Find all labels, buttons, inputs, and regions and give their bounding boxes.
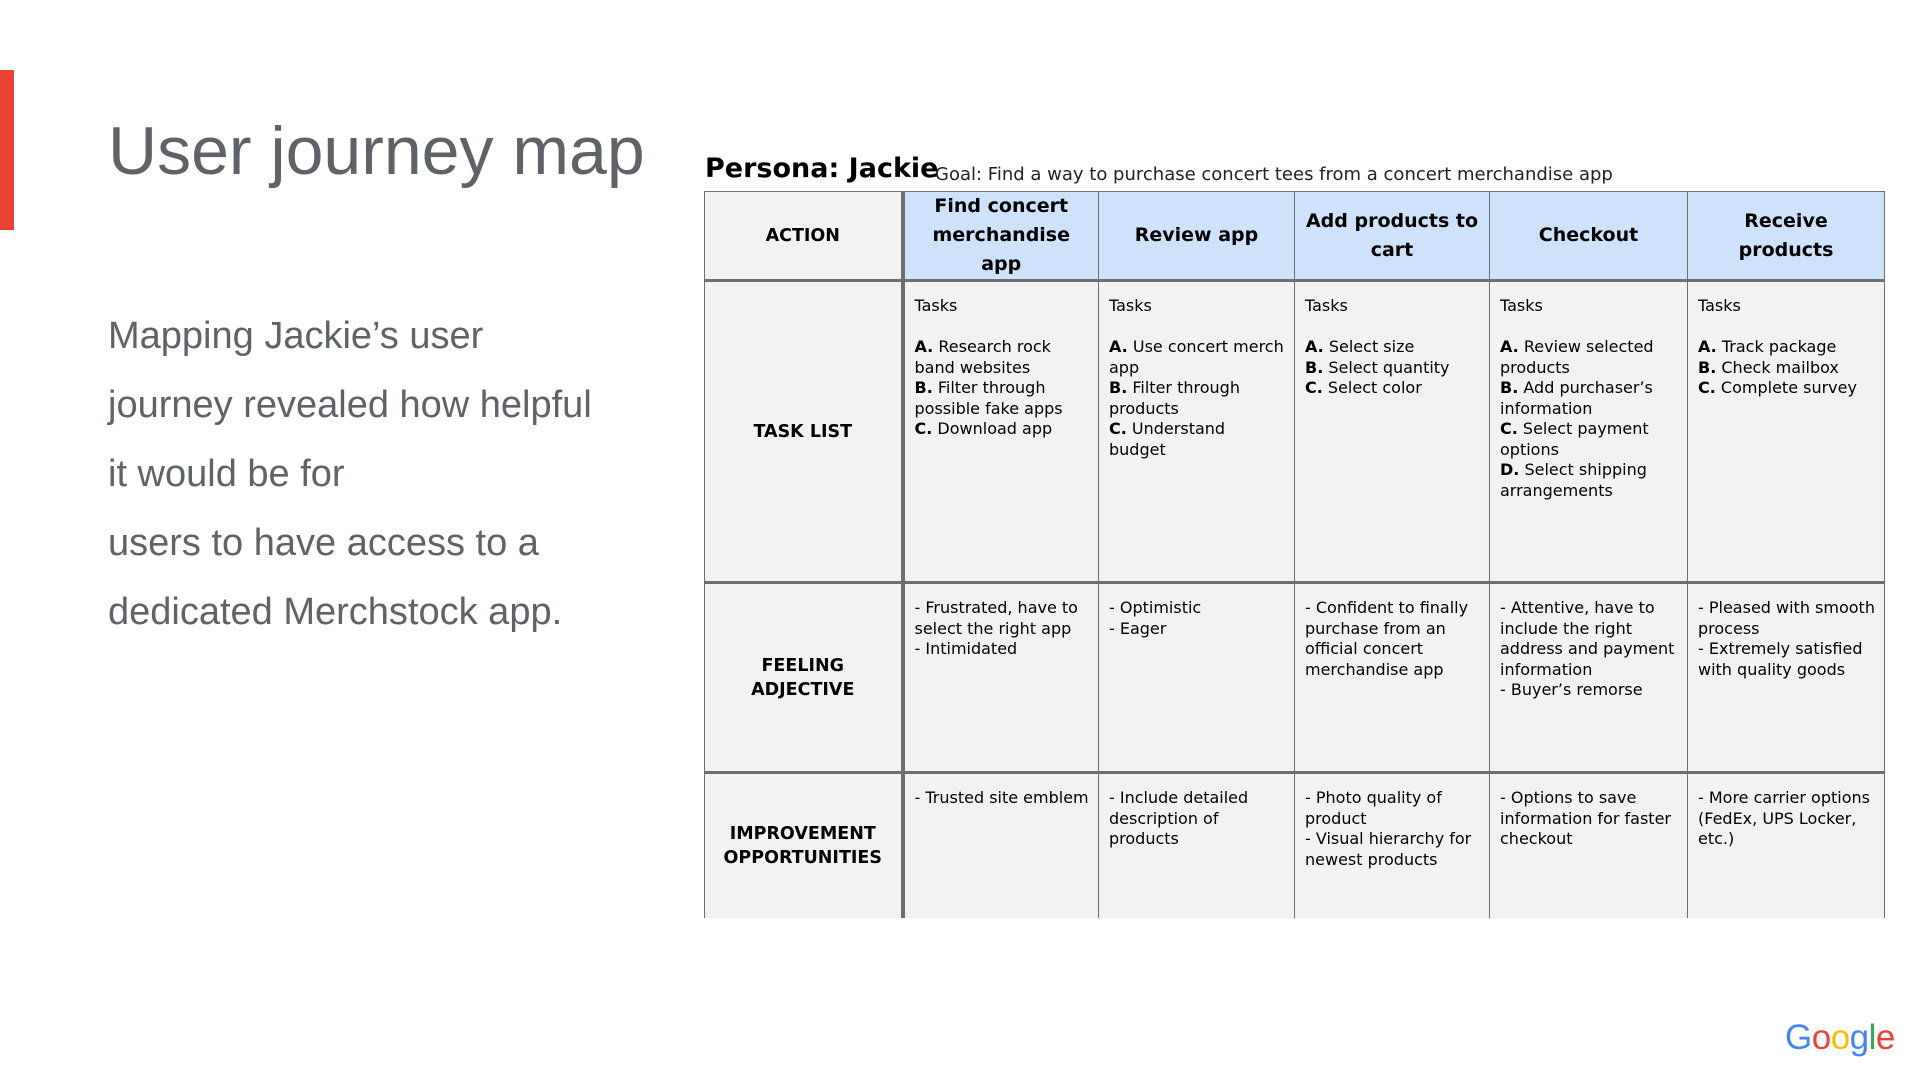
improvement-cell bbox=[1490, 773, 1688, 918]
task-letter: C. bbox=[1109, 419, 1127, 438]
journey-map-table bbox=[704, 191, 1885, 918]
improvement-item: - Include detailed description of products bbox=[1109, 788, 1249, 848]
task-item bbox=[1698, 337, 1876, 358]
accent-bar bbox=[0, 70, 14, 230]
task-text: Select quantity bbox=[1328, 357, 1450, 377]
stage-header: Checkout bbox=[1490, 192, 1688, 281]
task-text: Filter through products bbox=[1109, 378, 1240, 418]
improvement-item: - Options to save information for faster checkout bbox=[1500, 788, 1671, 848]
feeling-label bbox=[705, 583, 903, 773]
feeling-cell bbox=[903, 583, 1099, 773]
feeling-item: - Buyer’s remorse bbox=[1500, 680, 1643, 699]
task-item bbox=[1500, 460, 1679, 501]
task-item bbox=[1305, 358, 1481, 379]
persona-label: Persona: Jackie bbox=[705, 153, 939, 184]
task-item bbox=[1109, 337, 1286, 378]
feeling-cell bbox=[1099, 583, 1295, 773]
improvement-cell bbox=[1688, 773, 1885, 918]
tasks-label: Tasks bbox=[1109, 296, 1152, 315]
improvement-item: - Trusted site emblem bbox=[914, 788, 1089, 807]
task-text: Review selected products bbox=[1500, 337, 1654, 377]
improvement-item: - More carrier options (FedEx, UPS Locker, etc.) bbox=[1698, 788, 1870, 848]
task-text: Complete survey bbox=[1720, 378, 1857, 397]
task-text: Add purchaser’s information bbox=[1500, 378, 1653, 418]
logo-letter: o bbox=[1830, 1018, 1850, 1057]
task-list-label: TASK LIST bbox=[705, 281, 903, 583]
description-line: it would be for bbox=[108, 453, 345, 495]
task-letter: B. bbox=[1109, 378, 1128, 397]
task-letter: C. bbox=[1698, 378, 1716, 397]
stage-header: Find concert merchandise app bbox=[903, 192, 1099, 281]
task-item bbox=[1500, 337, 1679, 378]
description-line: journey revealed how helpful bbox=[108, 384, 592, 426]
action-header: ACTION bbox=[705, 192, 903, 281]
task-letter: B. bbox=[1305, 357, 1324, 377]
description-line: dedicated Merchstock app. bbox=[108, 591, 563, 633]
task-text: Research rock band websites bbox=[914, 337, 1051, 377]
tasks-label: Tasks bbox=[914, 296, 958, 315]
task-cell bbox=[1099, 281, 1295, 583]
improvement-item: - Visual hierarchy for newest products bbox=[1305, 829, 1472, 869]
task-letter: C. bbox=[1305, 378, 1323, 397]
feeling-cell bbox=[1688, 583, 1885, 773]
task-item bbox=[915, 378, 1091, 419]
task-item bbox=[1698, 358, 1876, 379]
task-cell bbox=[1295, 281, 1490, 583]
feeling-cell bbox=[1490, 583, 1688, 773]
stage-header-row bbox=[705, 192, 1885, 281]
feeling-item: - Optimistic bbox=[1109, 598, 1202, 617]
stage-header: Receive products bbox=[1688, 192, 1885, 281]
task-cell bbox=[1490, 281, 1688, 583]
task-text: Check mailbox bbox=[1721, 357, 1839, 377]
task-text: Select size bbox=[1328, 337, 1415, 356]
task-text: Understand budget bbox=[1109, 419, 1226, 459]
tasks-label: Tasks bbox=[1698, 296, 1741, 315]
task-letter: A. bbox=[1109, 337, 1128, 356]
task-item bbox=[1109, 378, 1286, 419]
task-item bbox=[1500, 419, 1679, 460]
task-letter: B. bbox=[914, 378, 933, 397]
task-letter: C. bbox=[1500, 419, 1518, 438]
task-text: Select color bbox=[1327, 378, 1422, 397]
task-item bbox=[1500, 378, 1679, 419]
task-item bbox=[1698, 378, 1876, 399]
task-item bbox=[1109, 419, 1286, 460]
slide-title: User journey map bbox=[108, 113, 645, 189]
logo-letter: o bbox=[1811, 1018, 1831, 1057]
task-text: Track package bbox=[1721, 337, 1837, 356]
task-letter: C. bbox=[914, 419, 933, 438]
improvement-label bbox=[705, 773, 903, 918]
task-cell bbox=[1688, 281, 1885, 583]
task-letter: A. bbox=[1305, 337, 1324, 356]
logo-letter: l bbox=[1868, 1018, 1876, 1057]
google-logo bbox=[1785, 1018, 1895, 1058]
task-list-row bbox=[705, 281, 1885, 583]
task-cell bbox=[903, 281, 1099, 583]
improvement-label-line: OPPORTUNITIES bbox=[723, 847, 882, 868]
feeling-item: - Confident to finally purchase from an official concert merchandise app bbox=[1305, 598, 1469, 679]
description-line: Mapping Jackie’s user bbox=[108, 315, 484, 357]
task-letter: A. bbox=[1698, 337, 1717, 356]
description-line: users to have access to a bbox=[108, 522, 539, 564]
feeling-label-line: ADJECTIVE bbox=[751, 679, 855, 700]
logo-letter: g bbox=[1849, 1018, 1869, 1057]
improvement-label-line: IMPROVEMENT bbox=[729, 823, 876, 844]
tasks-label: Tasks bbox=[1305, 296, 1348, 315]
feeling-item: - Pleased with smooth process bbox=[1698, 598, 1875, 638]
feeling-item: - Frustrated, have to select the right app bbox=[914, 598, 1078, 638]
feeling-item: - Intimidated bbox=[914, 639, 1018, 658]
feeling-item: - Extremely satisfied with quality goods bbox=[1698, 639, 1863, 679]
task-text: Filter through possible fake apps bbox=[914, 378, 1063, 418]
task-letter: B. bbox=[1698, 357, 1717, 377]
logo-letter: e bbox=[1875, 1018, 1895, 1057]
improvement-cell bbox=[1295, 773, 1490, 918]
feeling-item: - Eager bbox=[1109, 618, 1167, 638]
stage-header: Add products to cart bbox=[1295, 192, 1490, 281]
task-text: Select shipping arrangements bbox=[1500, 460, 1647, 500]
task-text: Select payment options bbox=[1500, 419, 1649, 459]
improvement-cell bbox=[1099, 773, 1295, 918]
improvement-item: - Photo quality of product bbox=[1305, 788, 1442, 828]
logo-letter: G bbox=[1785, 1018, 1812, 1057]
task-item bbox=[1305, 378, 1481, 399]
task-text: Use concert merch app bbox=[1109, 337, 1284, 377]
task-item bbox=[915, 337, 1091, 378]
task-letter: D. bbox=[1500, 460, 1520, 479]
tasks-label: Tasks bbox=[1500, 296, 1543, 315]
improvement-cell bbox=[903, 773, 1099, 918]
improvement-row bbox=[705, 773, 1885, 918]
feeling-label-line: FEELING bbox=[761, 655, 845, 676]
feeling-cell bbox=[1295, 583, 1490, 773]
task-item bbox=[915, 419, 1091, 440]
task-letter: A. bbox=[914, 337, 934, 356]
slide-description bbox=[108, 302, 668, 647]
stage-header: Review app bbox=[1099, 192, 1295, 281]
task-letter: A. bbox=[1500, 337, 1519, 356]
task-text: Download app bbox=[937, 419, 1053, 438]
persona-goal: Goal: Find a way to purchase concert tees from a concert merchandise app bbox=[935, 164, 1613, 185]
task-item bbox=[1305, 337, 1481, 358]
feeling-item: - Attentive, have to include the right address and payment information bbox=[1500, 598, 1675, 679]
task-letter: B. bbox=[1500, 378, 1519, 397]
feeling-row bbox=[705, 583, 1885, 773]
